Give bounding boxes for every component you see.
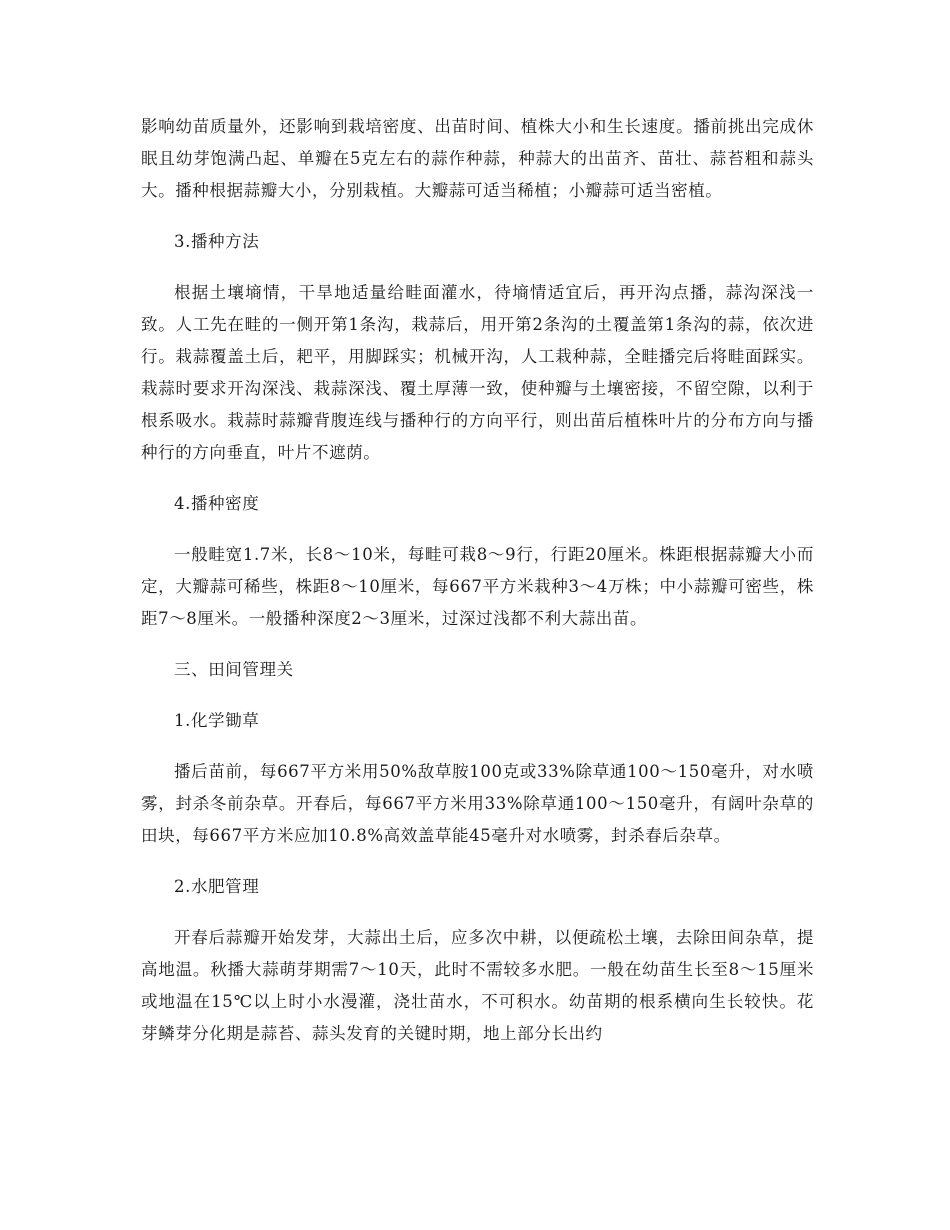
paragraph-sowing-method: 根据土壤墒情，干旱地适量给畦面灌水，待墒情适宜后，再开沟点播，蒜沟深浅一致。人工先在畦的一侧开第1条沟，栽蒜后，用开第2条沟的土覆盖第1条沟的蒜，依次进行。栽蒜覆盖土后，耙平，用脚踩实；机械开沟，人工栽种蒜，全畦播完后将畦面踩实。栽蒜时要求开沟深浅、栽蒜深浅、覆土厚薄一致，使种瓣与土壤密接，不留空隙，以利于根系吸水。栽蒜时蒜瓣背腹连线与播种行的方向平行，则出苗后植株叶片的分布方向与播种行的方向垂直，叶片不遮荫。 [141, 283, 814, 462]
paragraph-water-fertilizer: 开春后蒜瓣开始发芽，大蒜出土后，应多次中耕，以便疏松土壤，去除田间杂草，提高地温。秋播大蒜萌芽期需7～10天，此时不需较多水肥。一般在幼苗生长至8～15厘米或地温在15℃以上时小水漫灌，浇壮苗水，不可积水。幼苗期的根系横向生长较快。花芽鳞芽分化期是蒜苔、蒜头发育的关键时期，地上部分长出约 [141, 928, 814, 1043]
heading-field-management: 三、田间管理关 [174, 660, 294, 679]
paragraph-chemical-weeding: 播后苗前，每667平方米用50%敌草胺100克或33%除草通100～150毫升，对水喷雾，封杀冬前杂草。开春后，每667平方米用33%除草通100～150毫升，有阔叶杂草的田块，每667平方米应加10.8%高效盖草能45毫升对水喷雾，封杀春后杂草。 [141, 762, 814, 845]
heading-water-fertilizer: 2.水肥管理 [174, 877, 260, 896]
heading-chemical-weeding: 1.化学锄草 [174, 711, 260, 730]
heading-sowing-method: 3.播种方法 [174, 232, 260, 251]
paragraph-seed-selection: 影响幼苗质量外，还影响到栽培密度、出苗时间、植株大小和生长速度。播前挑出完成休眠且幼芽饱满凸起、单瓣在5克左右的蒜作种蒜，种蒜大的出苗齐、苗壮、蒜苔粗和蒜头大。播种根据蒜瓣大小，分别栽植。大瓣蒜可适当稀植；小瓣蒜可适当密植。 [141, 117, 814, 200]
heading-sowing-density: 4.播种密度 [174, 494, 260, 513]
paragraph-sowing-density: 一般畦宽1.7米，长8～10米，每畦可栽8～9行，行距20厘米。株距根据蒜瓣大小而定，大瓣蒜可稀些，株距8～10厘米，每667平方米栽种3～4万株；中小蒜瓣可密些，株距7～8厘米。一般播种深度2～3厘米，过深过浅都不利大蒜出苗。 [141, 545, 814, 628]
